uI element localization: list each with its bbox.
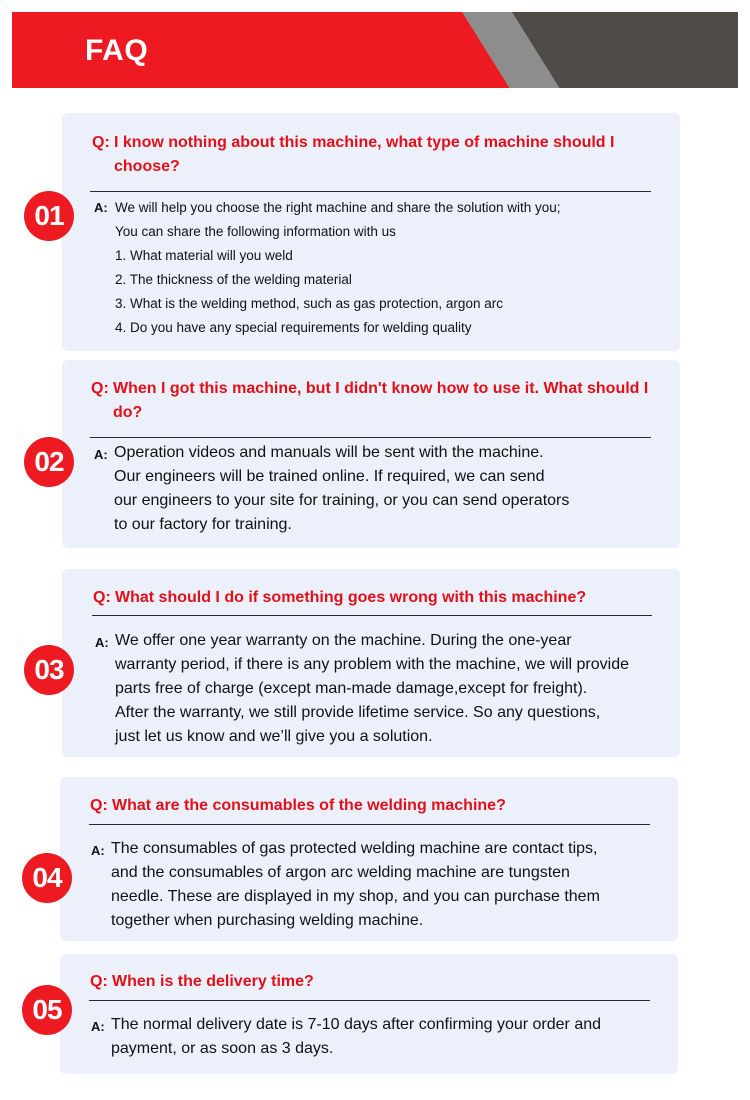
faq-number-badge-1: 01 — [24, 191, 74, 241]
faq-number-badge-3: 03 — [24, 645, 74, 695]
answer-prefix: A: — [94, 447, 108, 462]
question-prefix: Q: — [92, 134, 110, 151]
answer-line: We offer one year warranty on the machine. During the one-year — [115, 632, 572, 649]
answer-line: together when purchasing welding machine. — [111, 912, 424, 929]
faq-divider-4 — [89, 824, 650, 825]
answer-line: 2. The thickness of the welding material — [115, 272, 352, 287]
faq-divider-3 — [92, 615, 652, 616]
question-text: I know nothing about this machine, what type of machine should I choose? — [114, 134, 615, 175]
answer-prefix: A: — [94, 200, 108, 215]
faq-question-5 — [90, 970, 650, 994]
faq-header-banner — [12, 12, 738, 88]
answer-line: to our factory for training. — [114, 516, 292, 533]
faq-divider-5 — [89, 1000, 650, 1001]
answer-prefix: A: — [91, 843, 105, 858]
faq-divider-1 — [90, 191, 651, 192]
faq-answer-5 — [91, 1013, 671, 1061]
question-text: What should I do if something goes wrong with this machine? — [115, 589, 587, 606]
faq-question-3 — [93, 586, 653, 610]
faq-answer-2 — [94, 441, 674, 537]
answer-line: You can share the following information with us — [115, 224, 396, 239]
faq-number-badge-4: 04 — [22, 853, 72, 903]
answer-line: 4. Do you have any special requirements for welding quality — [115, 320, 472, 335]
answer-line: 1. What material will you weld — [115, 248, 293, 263]
answer-line: our engineers to your site for training, or you can send operators — [114, 492, 570, 509]
page-title: FAQ — [85, 34, 149, 67]
answer-line: parts free of charge (except man-made damage,except for freight). — [115, 680, 588, 697]
answer-line: Our engineers will be trained online. If required, we can send — [114, 468, 545, 485]
question-prefix: Q: — [90, 797, 108, 814]
question-prefix: Q: — [93, 589, 111, 606]
question-text: When I got this machine, but I didn't know how to use it. What should I do? — [113, 380, 649, 421]
answer-prefix: A: — [91, 1019, 105, 1034]
question-text: What are the consumables of the welding machine? — [112, 797, 506, 814]
answer-line: payment, or as soon as 3 days. — [111, 1040, 334, 1057]
answer-line: After the warranty, we still provide lifetime service. So any questions, — [115, 704, 601, 721]
faq-answer-3 — [95, 629, 675, 749]
answer-line: 3. What is the welding method, such as gas protection, argon arc — [115, 296, 503, 311]
answer-line: Operation videos and manuals will be sent with the machine. — [114, 444, 544, 461]
answer-line: We will help you choose the right machine and share the solution with you; — [115, 200, 561, 215]
faq-question-1 — [92, 131, 652, 179]
faq-number-badge-2: 02 — [24, 437, 74, 487]
answer-line: warranty period, if there is any problem with the machine, we will provide — [115, 656, 630, 673]
faq-question-4 — [90, 794, 650, 818]
question-prefix: Q: — [90, 973, 108, 990]
faq-number-badge-5: 05 — [22, 985, 72, 1035]
question-prefix: Q: — [91, 380, 109, 397]
faq-answer-4 — [91, 837, 671, 933]
faq-divider-2 — [90, 437, 651, 438]
answer-line: and the consumables of argon arc welding machine are tungsten — [111, 864, 570, 881]
faq-question-2 — [91, 377, 651, 425]
answer-line: The consumables of gas protected welding machine are contact tips, — [111, 840, 598, 857]
answer-line: needle. These are displayed in my shop, and you can purchase them — [111, 888, 600, 905]
question-text: When is the delivery time? — [112, 973, 314, 990]
answer-prefix: A: — [95, 635, 109, 650]
faq-answer-1 — [94, 196, 674, 340]
answer-line: just let us know and we’ll give you a solution. — [115, 728, 433, 745]
answer-line: The normal delivery date is 7-10 days after confirming your order and — [111, 1016, 602, 1033]
